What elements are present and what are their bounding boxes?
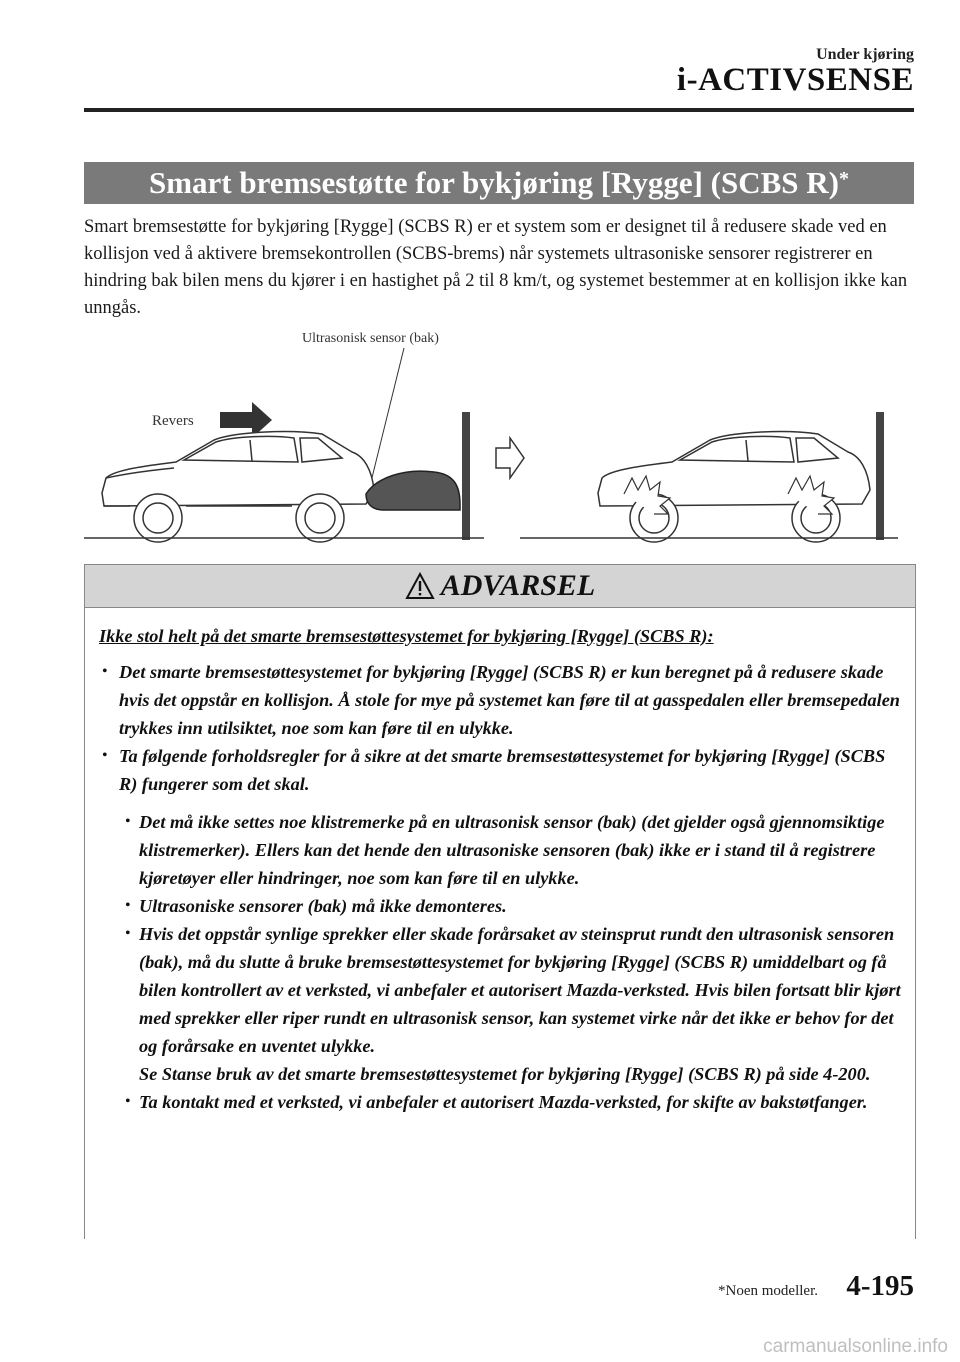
page-reference-link[interactable]: Se Stanse bruk av det smarte bremsestøttesystemet for bykjøring [Rygge] (SCBS R) på side 4-200. [139,1064,871,1084]
warning-list [99,658,901,1116]
warning-body [85,608,915,1116]
reverse-label: Revers [152,413,194,429]
warning-item-text: Ta følgende forholdsregler for å sikre at det smarte bremsestøttesystemet for bykjøring [Rygge] (SCBS R) fungerer som det skal. [119,746,886,794]
running-header-section: Under kjøring [816,46,914,63]
running-header-chapter: i-ACTIVSENSE [676,62,914,98]
precaution-item [119,920,901,1088]
bullet-icon: • [125,1093,131,1110]
warning-box [84,564,916,1239]
precaution-item [119,892,901,920]
precaution-list [119,808,901,1116]
bullet-icon: • [125,813,131,830]
bullet-icon: • [102,747,108,764]
section-title-marker: * [839,167,849,190]
car-braked-icon [598,432,870,542]
warning-header [85,565,915,608]
obstacle-wall-right [876,412,884,540]
warning-lead: Ikke stol helt på det smarte bremsestøttesystemet for bykjøring [Rygge] (SCBS R): [99,626,714,646]
ultrasonic-detection-zone [366,471,460,510]
warning-title: ADVARSEL [440,569,596,602]
car-reversing-icon [102,432,374,542]
bullet-icon: • [102,663,108,680]
bullet-icon: • [125,925,131,942]
obstacle-wall-left [462,412,470,540]
precaution-item [119,808,901,892]
warning-triangle-icon [405,572,435,600]
warning-item [99,742,901,1116]
bullet-icon: • [125,897,131,914]
footnote: *Noen modeller. [718,1283,818,1299]
precaution-item [119,1088,901,1116]
precaution-item-text: Hvis det oppstår synlige sprekker eller skade forårsaket av steinsprut rundt den ultrasonisk sensoren (bak), må du slutte å bruke bremsestøttesystemet for bykjøring [Rygge] (SCBS R) umiddelbart og få bilen kontrollert av et verksted, vi anbefaler et autorisert Mazda-verksted. Hvis bilen fortsatt blir kjørt med sprekker eller riper rundt en ultrasonisk sensor, kan systemet virke når det ikke er behov for det og forårsake en uventet ulykke. [139,924,901,1056]
intro-paragraph: Smart bremsestøtte for bykjøring [Rygge] (SCBS R) er et system som er designet til å redusere skade ved en kollisjon ved å aktivere bremsekontrollen (SCBS-brems) når systemets ultrasoniske sensorer registrerer en hindring bak bilen mens du kjører i en hastighet på 2 til 8 km/t, og systemet bestemmer at en kollisjon ikke kan unngås. [84,217,908,318]
precaution-item-text: Det må ikke settes noe klistremerke på en ultrasonisk sensor (bak) (det gjelder også gjennomsiktige klistremerker). Ellers kan det hende den ultrasoniske sensoren (bak) ikke er i stand til å registrere kjøretøyer eller hindringer, noe som kan føre til en ulykke. [139,812,885,888]
warning-item-text: Det smarte bremsestøttesystemet for bykjøring [Rygge] (SCBS R) er kun beregnet på å redusere skade hvis det oppstår en kollisjon. Å stole for mye på systemet kan føre til at gasspedalen eller bremsepedalen trykkes inn utilsiktet, noe som kan føre til en ulykke. [119,662,900,738]
precaution-item-text: Ta kontakt med et verksted, vi anbefaler et autorisert Mazda-verksted, for skifte av bakstøtfanger. [139,1092,868,1112]
section-title-band [84,162,914,204]
watermark: carmanualsonline.info [763,1336,948,1357]
warning-item [99,658,901,742]
section-title: Smart bremsestøtte for bykjøring [Rygge] (SCBS R) [148,165,839,200]
next-step-arrow-icon [496,438,524,478]
page-number: 4-195 [846,1270,914,1302]
scbs-illustration [84,328,914,548]
header-divider [84,108,914,112]
precaution-item-text: Ultrasoniske sensorer (bak) må ikke demonteres. [139,896,507,916]
sensor-callout-label: Ultrasonisk sensor (bak) [302,331,439,346]
